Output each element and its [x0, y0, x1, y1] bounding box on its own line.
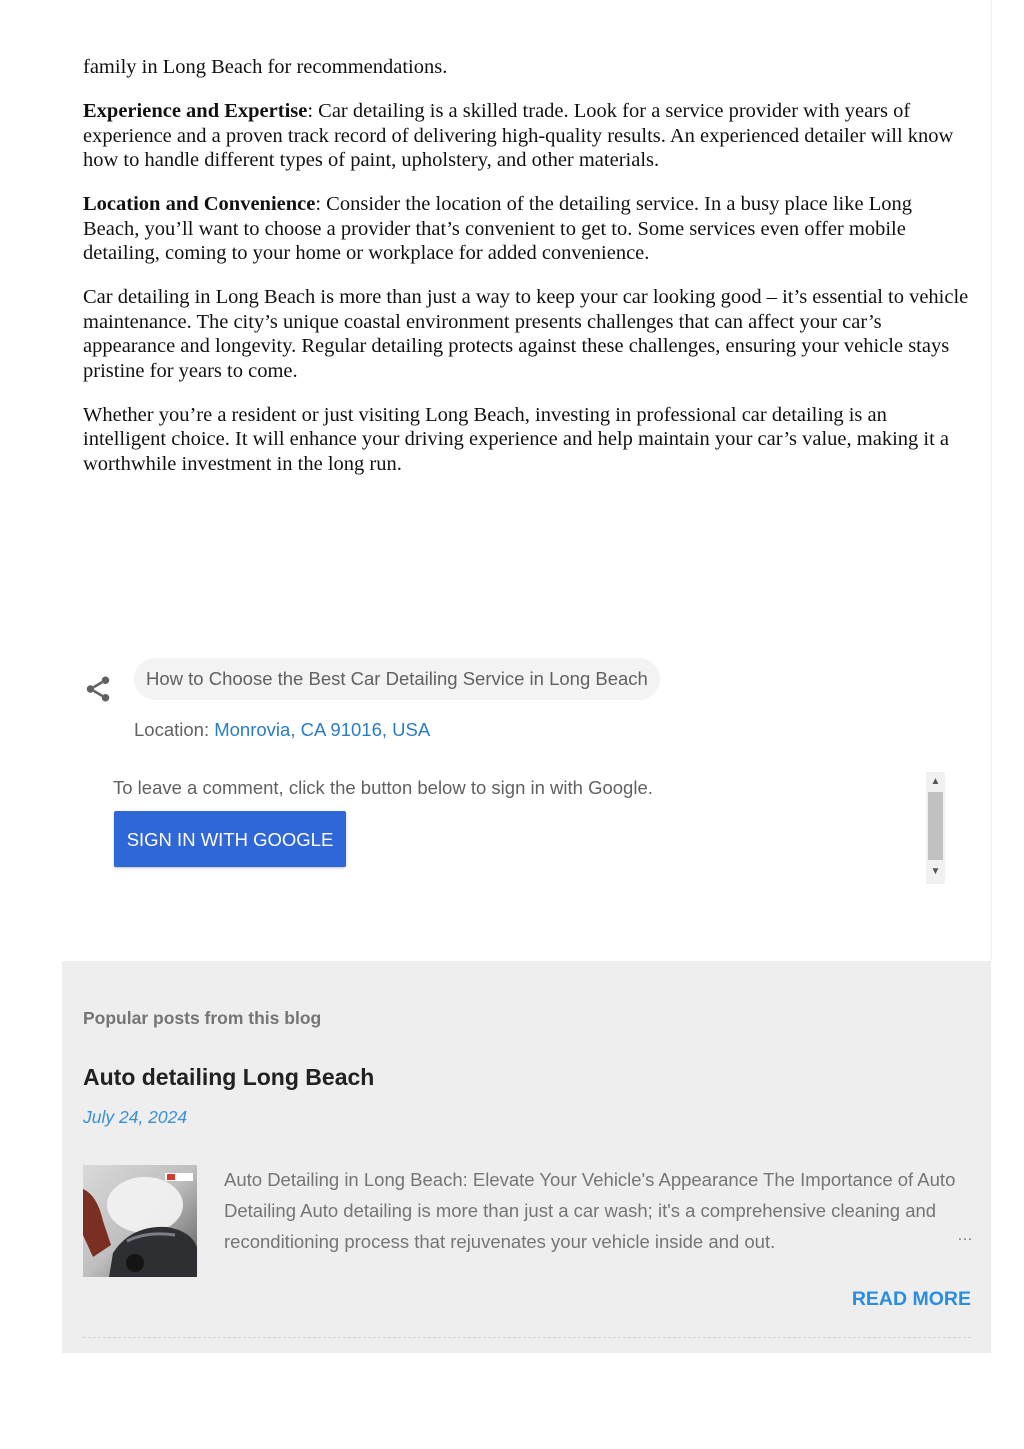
paragraph-text: : Consider the location of the detailing service. In a busy place like Long Beach, you’ll want to choose a provider that’s convenient to get to. Some services even offer mobile detailing, coming to your home or workplace for added convenience. [83, 193, 912, 264]
popular-post-date[interactable]: July 24, 2024 [83, 1107, 188, 1127]
post-title-chip[interactable]: How to Choose the Best Car Detailing Service in Long Beach [134, 658, 660, 700]
popular-posts-title: Popular posts from this blog [83, 1008, 322, 1028]
post-location [134, 719, 430, 741]
paragraph-heading: Location and Convenience [83, 193, 316, 215]
share-icon[interactable] [83, 674, 113, 704]
sign-in-with-google-button[interactable]: SIGN IN WITH GOOGLE [114, 811, 346, 867]
snippet-ellipsis: … [957, 1227, 973, 1244]
popular-post-title[interactable]: Auto detailing Long Beach [83, 1064, 375, 1090]
article-paragraph [83, 403, 973, 477]
comment-prompt: To leave a comment, click the button below to sign in with Google. [113, 777, 653, 798]
popular-post-thumbnail[interactable] [83, 1165, 197, 1277]
paragraph-text: Car detailing in Long Beach is more than just a way to keep your car looking good – it’s essential to vehicle maintenance. The city’s unique coastal environment presents challenges that can affect your car’s appearance and longevity. Regular detailing protects against these challenges, ensuring your vehicle stays pristine for years to come. [83, 286, 969, 382]
scroll-up-arrow-icon[interactable]: ▲ [930, 776, 941, 787]
article-paragraph [83, 285, 973, 383]
article-partial-line: family in Long Beach for recommendations. [83, 56, 448, 78]
article-paragraph [83, 192, 973, 266]
scroll-down-arrow-icon[interactable]: ▼ [930, 866, 941, 877]
post-divider [83, 1337, 971, 1338]
snippet-fade [902, 1227, 954, 1258]
comment-scrollbar[interactable] [926, 772, 945, 884]
paragraph-text: : Car detailing is a skilled trade. Look for a service provider with years of experience and a proven track record of delivering high-quality results. An experienced detailer will know how to handle different types of paint, upholstery, and other materials. [83, 100, 954, 171]
location-label: Location: [134, 719, 215, 740]
read-more-link[interactable]: READ MORE [851, 1288, 971, 1310]
comment-frame [113, 772, 945, 884]
popular-post-snippet: Auto Detailing in Long Beach: Elevate Your Vehicle's Appearance The Importance of Auto Detailing Auto detailing is more than just a car wash; it's a comprehensive cleaning and reconditioning process that rejuvenates your vehicle inside and out. [224, 1169, 956, 1252]
article-paragraph [83, 99, 973, 173]
location-link[interactable]: Monrovia, CA 91016, USA [214, 719, 431, 740]
popular-posts-section [62, 961, 991, 1353]
paragraph-text: Whether you’re a resident or just visiting Long Beach, investing in professional car detailing is an intelligent choice. It will enhance your driving experience and help maintain your car’s value, making it a worthwhile investment in the long run. [83, 403, 950, 475]
paragraph-heading: Experience and Expertise [83, 100, 308, 122]
article-body [83, 55, 973, 496]
scrollbar-thumb[interactable] [928, 792, 943, 860]
